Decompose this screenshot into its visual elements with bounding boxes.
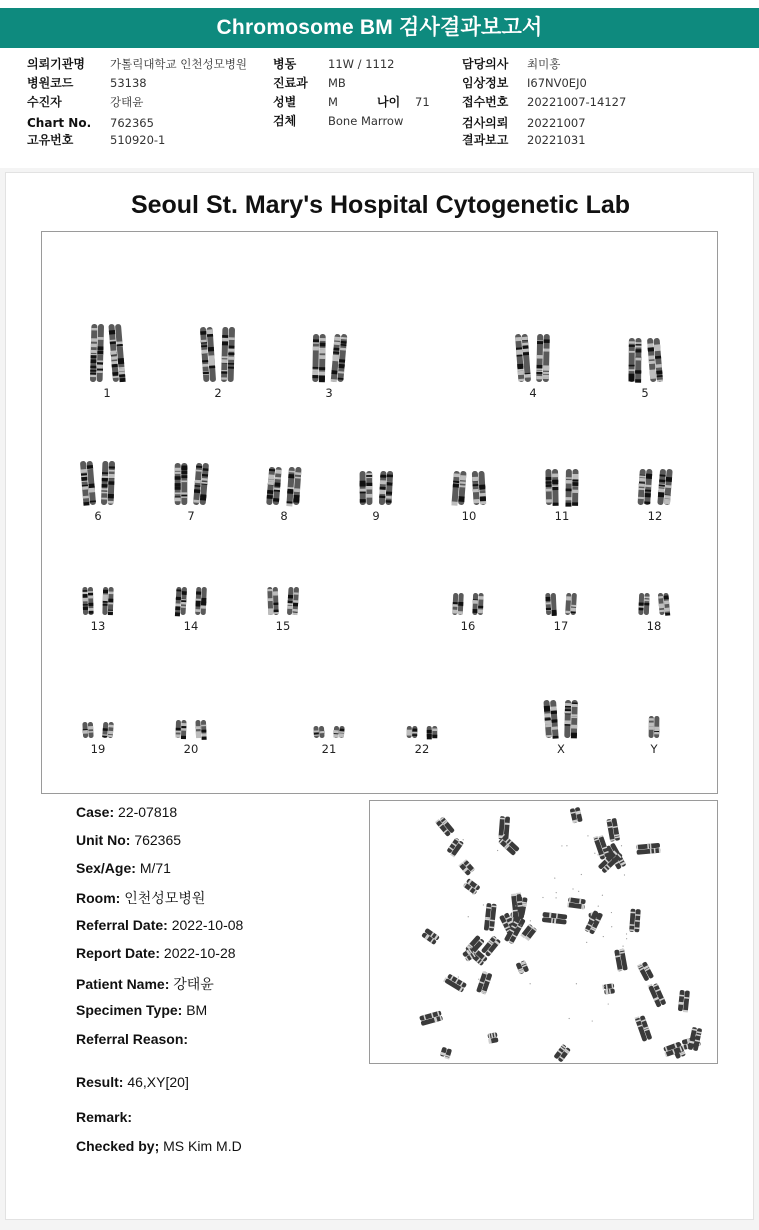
chromosome-number-22: 22: [414, 742, 430, 756]
chromosome-number-5: 5: [641, 386, 649, 400]
chromosome-number-11: 11: [554, 509, 570, 523]
field-patient-name: [76, 974, 214, 994]
field-report-date-value: 2022-10-28: [163, 945, 236, 961]
chromosome-number-20: 20: [183, 742, 199, 756]
info-value-ward: 11W / 1112: [328, 57, 395, 71]
chromosome-number-8: 8: [280, 509, 288, 523]
chromosome-number-4: 4: [529, 386, 537, 400]
field-referral-reason-label: Referral Reason:: [76, 1031, 189, 1047]
field-report-date-label: Report Date:: [76, 945, 161, 961]
info-value-patient: 강태윤: [110, 95, 144, 109]
chromosome-number-7: 7: [187, 509, 195, 523]
field-referral-date-value: 2022-10-08: [171, 917, 244, 933]
top-strip: [0, 0, 759, 8]
chromosome-pair-17: [526, 555, 596, 635]
field-specimen-type-value: BM: [186, 1002, 208, 1018]
field-specimen-type-label: Specimen Type:: [76, 1002, 183, 1018]
info-value-specimen: Bone Marrow: [328, 114, 404, 128]
chromosome-pair-6: [63, 445, 133, 525]
chromosome-number-18: 18: [646, 619, 662, 633]
field-checked-by-value: MS Kim M.D: [163, 1138, 242, 1154]
field-result-value: 46,XY[20]: [127, 1074, 189, 1090]
chromosome-pair-21: [294, 678, 364, 758]
chromosome-number-16: 16: [460, 619, 476, 633]
chromosome-number-10: 10: [461, 509, 477, 523]
info-label-unique-id: 고유번호: [27, 133, 74, 147]
chromosome-pair-2: [183, 322, 253, 402]
chromosome-pair-11: [527, 445, 597, 525]
info-label-receipt-no: 접수번호: [462, 95, 509, 109]
field-unit-no: [76, 832, 181, 848]
chromosome-number-21: 21: [321, 742, 337, 756]
chromosome-pair-x: [526, 678, 596, 758]
info-value-request-date: 20221007: [527, 116, 586, 130]
info-label-age: 나이: [377, 95, 401, 109]
field-case-value: 22-07818: [118, 804, 178, 820]
chromosome-pair-4: [498, 322, 568, 402]
info-value-age: 71: [415, 95, 430, 109]
patient-info-panel: [0, 48, 759, 168]
field-room-label: Room:: [76, 890, 121, 906]
chromosome-pair-1: [72, 322, 142, 402]
info-value-unique-id: 510920-1: [110, 133, 166, 147]
info-label-institution: 의뢰기관명: [27, 57, 85, 71]
info-label-hospital-code: 병원코드: [27, 76, 74, 90]
info-value-physician: 최미홍: [527, 57, 561, 71]
chromosome-number-15: 15: [275, 619, 291, 633]
info-label-chart-no: Chart No.: [27, 116, 92, 130]
info-label-clinical-info: 임상정보: [462, 76, 509, 90]
chromosome-pair-16: [433, 555, 503, 635]
field-referral-date-label: Referral Date:: [76, 917, 168, 933]
chromosome-pair-7: [156, 445, 226, 525]
field-sex-age: [76, 860, 171, 876]
info-value-clinical-info: I67NV0EJ0: [527, 76, 587, 90]
field-remark: [76, 1109, 132, 1125]
metaphase-spread-image: [369, 800, 718, 1064]
chromosome-pair-y: [619, 678, 689, 758]
chromosome-pair-19: [63, 678, 133, 758]
field-specimen-type: [76, 1002, 207, 1018]
chromosome-pair-10: [434, 445, 504, 525]
chromosome-pair-3: [294, 322, 364, 402]
report-banner-title: Chromosome BM 검사결과보고서: [0, 8, 759, 48]
field-case-label: Case:: [76, 804, 115, 820]
karyogram: [41, 231, 718, 794]
field-unit-no-value: 762365: [134, 832, 182, 848]
field-patient-name-label: Patient Name:: [76, 976, 170, 992]
info-value-sex: M: [328, 95, 338, 109]
chromosome-pair-20: [156, 678, 226, 758]
chromosome-number-6: 6: [94, 509, 102, 523]
field-patient-name-value: 강태윤: [173, 976, 214, 992]
chromosome-number-2: 2: [214, 386, 222, 400]
info-label-physician: 담당의사: [462, 57, 509, 71]
chromosome-number-1: 1: [103, 386, 111, 400]
field-sex-age-label: Sex/Age:: [76, 860, 136, 876]
info-label-department: 진료과: [273, 76, 308, 90]
cytogenetic-report: [5, 172, 754, 1220]
chromosome-pair-13: [63, 555, 133, 635]
info-value-department: MB: [328, 76, 346, 90]
field-report-date: [76, 945, 236, 961]
chromosome-number-9: 9: [372, 509, 380, 523]
field-referral-reason: [76, 1031, 188, 1047]
lab-title: Seoul St. Mary's Hospital Cytogenetic Lab: [130, 191, 631, 219]
chromosome-number-12: 12: [647, 509, 663, 523]
field-case: [76, 804, 177, 820]
field-result: [76, 1074, 189, 1090]
info-label-specimen: 검체: [273, 114, 297, 128]
info-value-institution: 가톨릭대학교 인천성모병원: [110, 57, 247, 71]
chromosome-number-19: 19: [90, 742, 106, 756]
field-result-label: Result:: [76, 1074, 124, 1090]
chromosome-number-3: 3: [325, 386, 333, 400]
chromosome-pair-5: [610, 322, 680, 402]
chromosome-pair-14: [156, 555, 226, 635]
field-room-value: 인천성모병원: [124, 890, 206, 906]
info-label-patient: 수진자: [27, 95, 62, 109]
field-room: [76, 888, 205, 908]
chromosome-number-14: 14: [183, 619, 199, 633]
field-remark-label: Remark:: [76, 1109, 133, 1125]
info-value-receipt-no: 20221007-14127: [527, 95, 627, 109]
chromosome-number-17: 17: [553, 619, 569, 633]
info-value-hospital-code: 53138: [110, 76, 147, 90]
chromosome-pair-15: [248, 555, 318, 635]
chromosome-pair-22: [387, 678, 457, 758]
field-unit-no-label: Unit No:: [76, 832, 131, 848]
chromosome-number-x: X: [557, 742, 565, 756]
info-value-chart-no: 762365: [110, 116, 154, 130]
field-referral-date: [76, 917, 243, 933]
chromosome-number-13: 13: [90, 619, 106, 633]
info-label-report-date: 결과보고: [462, 133, 509, 147]
chromosome-pair-8: [249, 445, 319, 525]
field-checked-by: [76, 1138, 242, 1154]
info-label-ward: 병동: [273, 57, 297, 71]
info-label-request-date: 검사의뢰: [462, 116, 509, 130]
field-checked-by-label: Checked by;: [76, 1138, 160, 1154]
field-sex-age-value: M/71: [139, 860, 171, 876]
info-value-report-date: 20221031: [527, 133, 586, 147]
chromosome-pair-18: [619, 555, 689, 635]
chromosome-pair-12: [620, 445, 690, 525]
info-label-sex: 성별: [273, 95, 297, 109]
chromosome-number-y: Y: [650, 742, 658, 756]
chromosome-pair-9: [341, 445, 411, 525]
